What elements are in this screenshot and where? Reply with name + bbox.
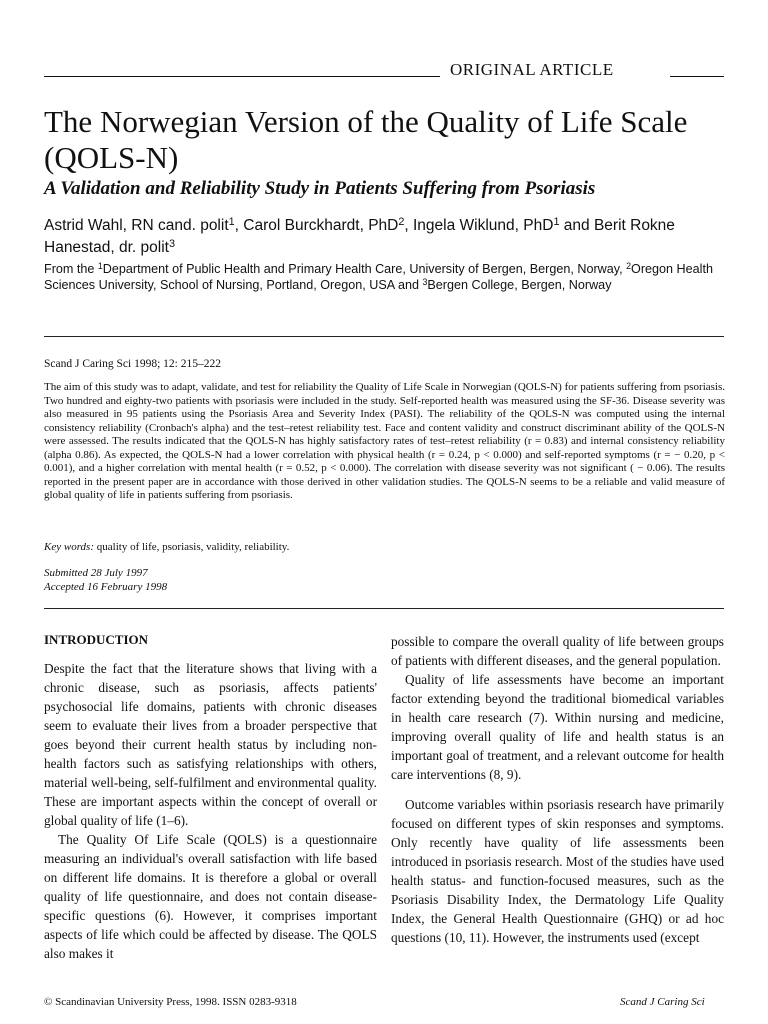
- body-paragraph: Quality of life assessments have become an important factor extending beyond the traditional biomedical variables in health care research (7). Within nursing and medicine, improving overall quality of life and health status is an important goal of treatment, and a relevant outcome for health care interventions (8, 9).: [391, 672, 724, 782]
- body-paragraph: Despite the fact that the literature shows that living with a chronic disease, such as psoriasis, affects patients' psychosocial life domains, patients with chronic diseases seem to evaluate their lives from a broader perspective that goes beyond their current health status by including non-health factors such as satisfying relationships with others, material well-being, self-fulfilment and environmental quality. These are important aspects within the concept of overall or global quality of life (1–6).: [44, 661, 377, 828]
- keywords: [44, 541, 289, 553]
- author-name: , Carol Burckhardt, PhD: [234, 217, 399, 234]
- article-type-label: ORIGINAL ARTICLE: [450, 60, 614, 79]
- author-affiliation-mark: 2: [398, 216, 405, 229]
- article-type-header: [44, 60, 724, 86]
- submission-dates: [44, 567, 167, 594]
- affiliation-prefix: From the: [44, 262, 98, 276]
- body-column-left: [44, 632, 377, 963]
- abstract: The aim of this study was to adapt, validate, and test for reliability the Quality of Life Scale in Norwegian (QOLS-N) for patients suffering from psoriasis. Two hundred and eighty-two patients with psoriasis were included in the study. Self-reported health was measured using the SF-36. Disease severity was also measured in 95 patients using the Psoriasis Area and Severity Index (PASI). The reliability of the QOLS-N was computed using the internal consistency reliability (Cronbach's alpha) and the test–retest reliability test. Face and content validity and construct discriminant ability of the QOLS-N were assessed. The results indicated that the QOLS-N has highly satisfactory rates of test–retest reliability (r = 0.83) and internal consistency reliability (alpha 0.86). As expected, the QOLS-N had a lower correlation with physical health (r = 0.24, p < 0.000) and self-reported symptoms (r = − 0.20, p < 0.001), and a higher correlation with mental health (r = 0.52, p < 0.000). The correlation with disease severity was not significant ( − 0.06). The results reported in the present paper are in accordance with those derived in other validation studies. The QOLS-N seems to be a reliable and valid measure of global quality of life in patients suffering from psoriasis.: [44, 381, 725, 501]
- section-divider: [44, 336, 724, 337]
- header-rule-right: [670, 76, 724, 77]
- article-title: The Norwegian Version of the Quality of Life Scale (QOLS-N): [44, 104, 688, 175]
- author-list: [44, 215, 734, 259]
- affiliation-mark: 3: [422, 277, 428, 288]
- author-name: and Berit Rokne Hanestad, dr. polit: [44, 217, 675, 256]
- body-paragraph: possible to compare the overall quality of life between groups of patients with different diseases, and the general population.: [391, 634, 724, 668]
- body-paragraph: The Quality Of Life Scale (QOLS) is a questionnaire measuring an individual's overall satisfaction with life based on different life domains. It is therefore a global or overall quality of life questionnaire, and does not contain disease-specific questions (6). However, it comprises important aspects of life which could be affected by disease. The QOLS also makes it: [44, 832, 377, 961]
- submitted-date: Submitted 28 July 1997: [44, 567, 148, 579]
- body-paragraph: Outcome variables within psoriasis research have primarily focused on different types of skin responses and symptoms. Only recently have quality of life assessments been introduced in psoriasis research. Most of the studies have used health status- and function-focused measures, such as the Psoriasis Disability Index, the Dermatology Life Quality Index, the General Health Questionnaire (GHQ) or ad hoc questions (10, 11). However, the instruments used (except: [391, 797, 724, 945]
- affiliation-text: Bergen College, Bergen, Norway: [427, 278, 612, 292]
- affiliation-mark: 2: [626, 261, 632, 272]
- author-affiliation-mark: 3: [168, 238, 175, 251]
- accepted-date: Accepted 16 February 1998: [44, 580, 168, 593]
- author-name: , Ingela Wiklund, PhD: [404, 217, 554, 234]
- affiliation-text: Oregon Health Sciences University, School of Nursing, Portland, Oregon, USA and: [44, 262, 713, 292]
- author-name: Astrid Wahl, RN cand. polit: [44, 217, 229, 234]
- body-column-right: [391, 632, 724, 947]
- journal-citation: Scand J Caring Sci 1998; 12: 215–222: [44, 358, 221, 370]
- keywords-text: quality of life, psoriasis, validity, reliability.: [94, 541, 290, 553]
- affiliation-mark: 1: [97, 261, 103, 272]
- footer-copyright: © Scandinavian University Press, 1998. ISSN 0283-9318: [44, 996, 297, 1008]
- section-heading: INTRODUCTION: [44, 632, 149, 647]
- affiliation-text: Department of Public Health and Primary Health Care, University of Bergen, Bergen, Norway,: [102, 262, 627, 276]
- affiliations: [44, 261, 734, 293]
- header-rule-left: [44, 76, 440, 77]
- footer-journal: Scand J Caring Sci: [620, 996, 705, 1008]
- section-divider: [44, 608, 724, 609]
- author-affiliation-mark: 1: [228, 216, 235, 229]
- keywords-label: Key words:: [44, 541, 95, 553]
- author-affiliation-mark: 1: [553, 216, 560, 229]
- article-subtitle: A Validation and Reliability Study in Patients Suffering from Psoriasis: [44, 178, 596, 199]
